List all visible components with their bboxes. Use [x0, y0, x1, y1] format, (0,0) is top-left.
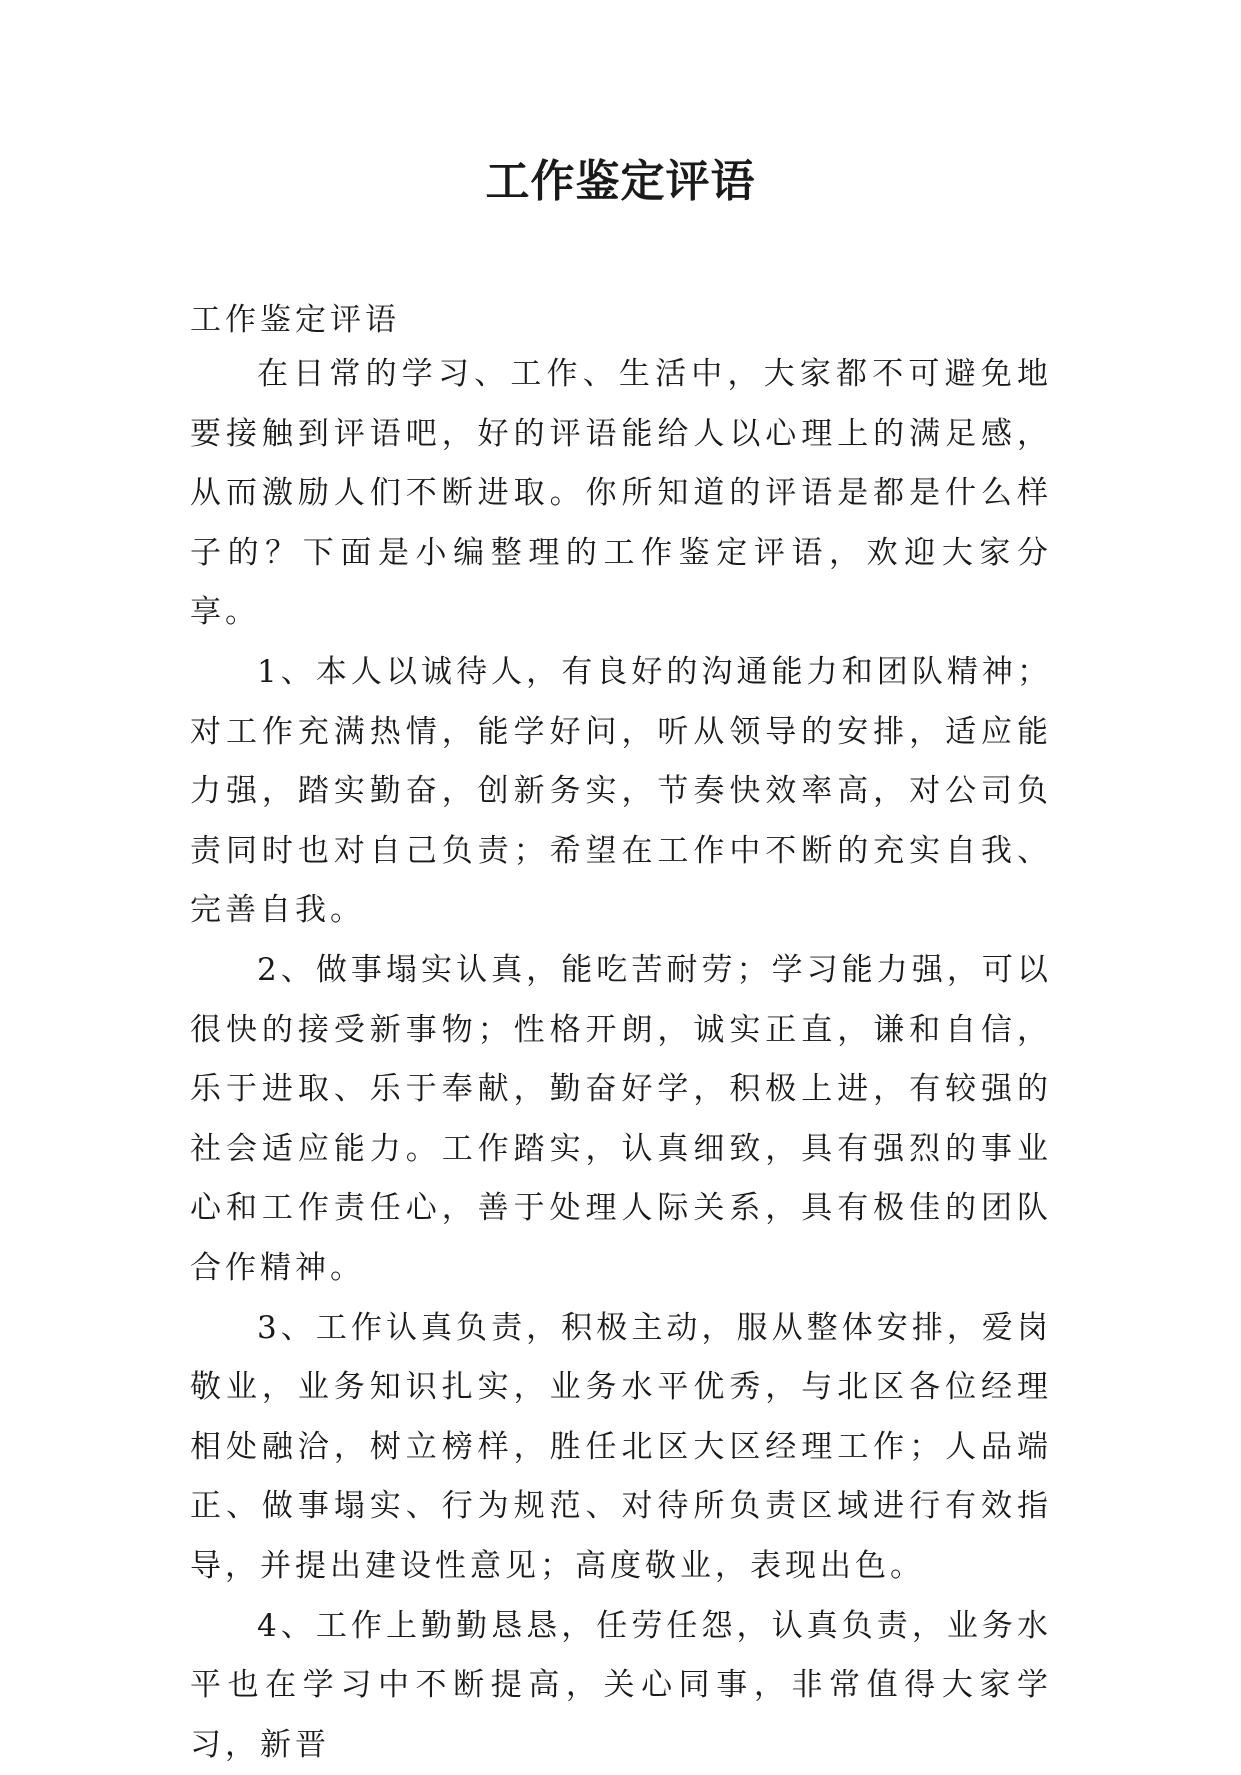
- intro-paragraph: 在日常的学习、工作、生活中，大家都不可避免地要接触到评语吧，好的评语能给人以心理上的满足感，从而激励人们不断进取。你所知道的评语是都是什么样子的？下面是小编整理的工作鉴定评语，欢迎大家分享。: [190, 345, 1052, 643]
- document-subtitle: 工作鉴定评语: [190, 291, 1052, 351]
- document-title: 工作鉴定评语: [0, 152, 1241, 212]
- evaluation-item-2: 2、做事塌实认真，能吃苦耐劳；学习能力强，可以很快的接受新事物；性格开朗，诚实正直，谦和自信，乐于进取、乐于奉献，勤奋好学，积极上进，有较强的社会适应能力。工作踏实，认真细致，具有强烈的事业心和工作责任心，善于处理人际关系，具有极佳的团队合作精神。: [190, 941, 1052, 1299]
- evaluation-item-1: 1、本人以诚待人，有良好的沟通能力和团队精神；对工作充满热情，能学好问，听从领导的安排，适应能力强，踏实勤奋，创新务实，节奏快效率高，对公司负责同时也对自己负责；希望在工作中不断的充实自我、完善自我。: [190, 643, 1052, 941]
- evaluation-item-4: 4、工作上勤勤恳恳，任劳任怨，认真负责，业务水平也在学习中不断提高，关心同事，非常值得大家学习，新晋: [190, 1597, 1052, 1775]
- evaluation-item-3: 3、工作认真负责，积极主动，服从整体安排，爱岗敬业，业务知识扎实，业务水平优秀，与北区各位经理相处融洽，树立榜样，胜任北区大区经理工作；人品端正、做事塌实、行为规范、对待所负责区域进行有效指导，并提出建设性意见；高度敬业，表现出色。: [190, 1299, 1052, 1597]
- evaluation-list: [190, 643, 1052, 1775]
